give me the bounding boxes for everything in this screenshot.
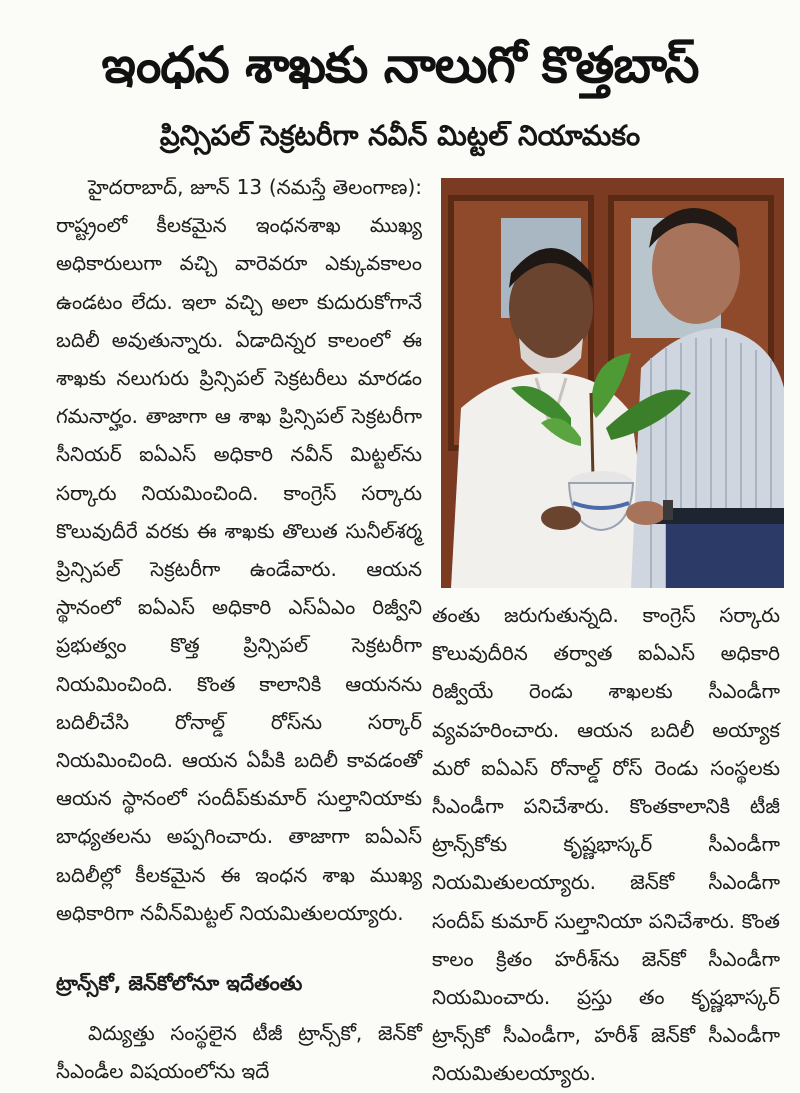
news-photo	[441, 178, 784, 588]
headline: ఇంధన శాఖకు నాలుగో కొత్తబాస్	[101, 36, 699, 94]
article-column-right	[432, 596, 780, 1093]
news-photo-illustration	[441, 178, 784, 588]
subheadline: ప్రిన్సిపల్ సెక్రటరీగా నవీన్ మిట్టల్ నియామకం	[159, 119, 641, 152]
side-heading-body: విద్యుత్తు సంస్థలైన టీజీ ట్రాన్స్‌కో, జెన్‌కో సీఎండీల విషయంలోను ఇదే	[56, 1021, 422, 1084]
article-body-right: తంతు జరుగుతున్నది. కాంగ్రెస్ సర్కారు కొలువుదీరిన తర్వాత ఐఏఎస్ అధికారి రిజ్వీయే రెండు శాఖలకు సీఎండీగా వ్యవహరించారు. ఆయన బదిలీ అయ్యాక మరో ఐఏఎస్ రోనాల్డ్ రోస్ రెండు సంస్థలకు సీఎండీగా పనిచేశారు. కొంతకాలానికి టీజీ ట్రాన్స్‌కోకు కృష్ణభాస్కర్ సీఎండీగా నియమితులయ్యారు. జెన్‌కో సీఎండీగా సందీప్ కుమార్ సుల్తానియా పనిచేశారు. కొంత కాలం క్రితం హరీశ్‌ను జెన్‌కో సీఎండీగా నియమించారు. ప్రస్తు తం కృష్ణభాస్కర్ ట్రాన్స్‌కో సీఎండీగా, హరీశ్ జెన్‌కో సీఎండీగా నియమితులయ్యారు.	[432, 603, 780, 1086]
side-heading: ట్రాన్స్‌కో, జెన్‌కోలోనూ ఇదేతంతు	[56, 971, 303, 996]
article-column-left	[56, 168, 422, 1091]
article-body-left: హైదరాబాద్, జూన్ 13 (నమస్తే తెలంగాణ): రాష్ట్రంలో కీలకమైన ఇంధనశాఖ ముఖ్య అధికారులుగా వచ్చి వారెవరూ ఎక్కువకాలం ఉండటం లేదు. ఇలా వచ్చి అలా కుదురుకోగానే బదిలీ అవుతున్నారు. ఏడాదిన్నర కాలంలో ఈ శాఖకు నలుగురు ప్రిన్సిపల్ సెక్రటరీలు మారడం గమనార్హం. తాజాగా ఆ శాఖ ప్రిన్సిపల్ సెక్రటరీగా సీనియర్ ఐఏఎస్ అధికారి నవీన్ మిట్టల్‌ను సర్కారు నియమించింది. కాంగ్రెస్ సర్కారు కొలువుదీరే వరకు ఈ శాఖకు తొలుత సునీల్‌శర్మ ప్రిన్సిపల్ సెక్రటరీగా ఉండేవారు. ఆయన స్థానంలో ఐఏఎస్ అధికారి ఎస్ఏఎం రిజ్వీని ప్రభుత్వం కొత్త ప్రిన్సిపల్ సెక్రటరీగా నియమించింది. కొంత కాలానికి ఆయనను బదిలీచేసి రోనాల్డ్ రోస్‌ను సర్కార్ నియమించింది. ఆయన ఏపీకి బదిలీ కావడంతో ఆయన స్థానంలో సందీప్‌కుమార్ సుల్తానియాకు బాధ్యతలను అప్పగించారు. తాజాగా ఐఏఎస్ బదిలీల్లో కీలకమైన ఈ ఇంధన శాఖ ముఖ్య అధికారిగా నవీన్‌మిట్టల్ నియమితులయ్యారు.	[56, 175, 422, 925]
